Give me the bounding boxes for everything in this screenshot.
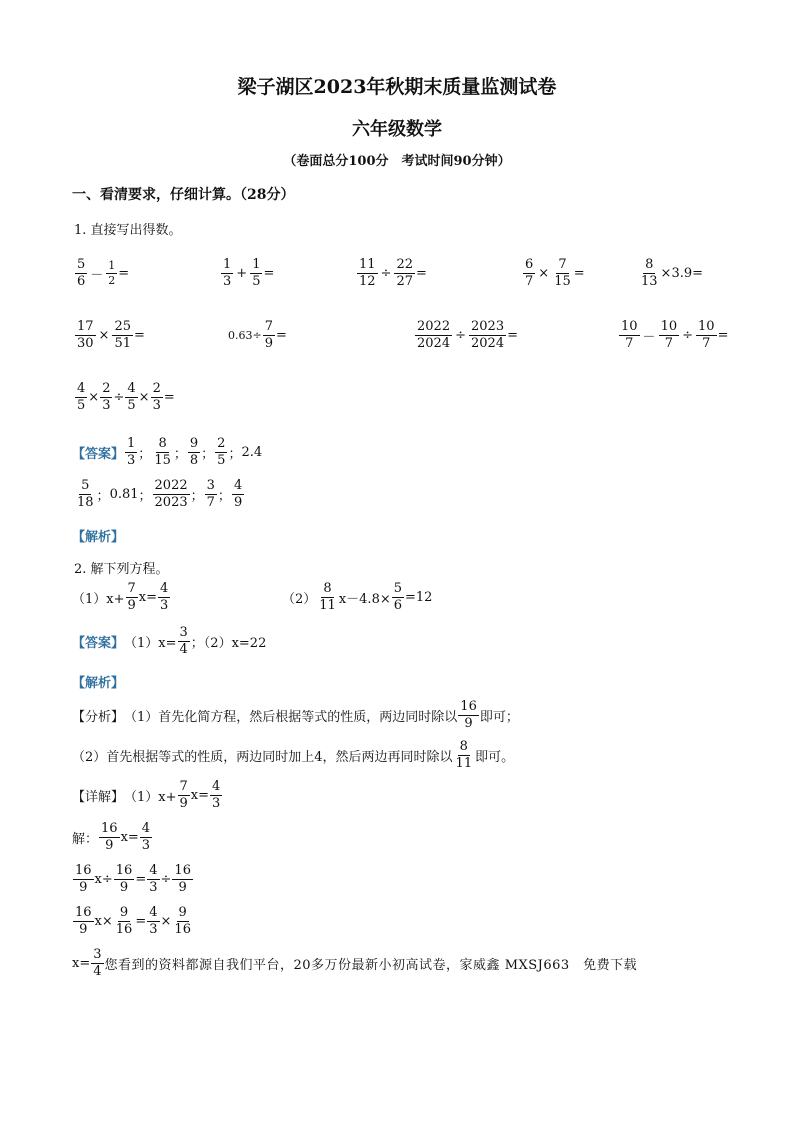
answer-row: $\frac{5}{18}$ ； 0.81 ； $\frac{2022}{2023}$ ； $\frac{3}{7}$ ； $\frac{4}{9}$ — [77, 478, 243, 510]
section-heading: 一、看清要求，仔细计算。（28分） — [72, 187, 295, 203]
calc-item: 0.63÷ $\frac{7}{9}$ = — [228, 319, 287, 351]
exam-meta: （卷面总分100分 考试时间90分钟） — [283, 154, 511, 169]
calc-item: $\frac{2022}{2024}$ ÷ $\frac{2023}{2024}$ = — [417, 319, 518, 351]
fenxi-line-2: （2）首先根据等式的性质，两边同时加上4，然后两边再同时除以 $\frac{8}{11}$ 即可。 — [72, 739, 515, 771]
question-1-title: 1. 直接写出得数。 — [74, 223, 182, 238]
equation-1: （1）x+ $\frac{7}{9}$ x= $\frac{4}{3}$ — [72, 581, 169, 613]
calc-item: $\frac{4}{5}$ × $\frac{2}{3}$ ÷ $\frac{4}{5}$ × $\frac{2}{3}$ = — [77, 381, 175, 413]
footer-notice: 您看到的资料都源自我们平台，20多万份最新小初高试卷，家威鑫 MXSJ663 免费下载 — [104, 957, 638, 973]
calc-item: $\frac{8}{13}$ ×3.9= — [641, 257, 704, 289]
solve-result: x= $\frac{3}{4}$ 您看到的资料都源自我们平台，20多万份最新小初高试卷，家威鑫 MXSJ663 免费下载 — [72, 947, 638, 979]
answer-row: 【答案】 $\frac{1}{3}$ ； $\frac{8}{15}$ ； $\frac{9}{8}$ ； $\frac{2}{5}$ ； 2.4 — [72, 436, 263, 468]
page-subtitle: 六年级数学 — [352, 119, 442, 140]
page-title: 梁子湖区2023年秋期末质量监测试卷 — [237, 76, 557, 98]
q2-answer: 【答案】 （1）x= $\frac{3}{4}$ ；（2）x=22 — [72, 625, 267, 657]
equation-2: （2） $\frac{8}{11}$ x－4.8× $\frac{5}{6}$ =12 — [282, 581, 433, 613]
calc-item: $\frac{1}{3}$ + $\frac{1}{5}$ = — [223, 257, 275, 289]
solve-step-1: 解： $\frac{16}{9}$ x= $\frac{4}{3}$ — [72, 821, 151, 853]
calc-item: $\frac{17}{30}$ × $\frac{25}{51}$ = — [77, 319, 145, 351]
calc-item: $\frac{11}{12}$ ÷ $\frac{22}{27}$ = — [359, 257, 427, 289]
question-2-title: 2. 解下列方程。 — [74, 562, 169, 577]
fenxi-line-1: 【分析】 （1）首先化简方程，然后根据等式的性质，两边同时除以 $\frac{16}{9}$ 即可； — [72, 699, 519, 731]
q2-analysis-label: 【解析】 — [72, 676, 125, 691]
calc-item: $\frac{10}{7}$ － $\frac{10}{7}$ ÷ $\frac{10}{7}$ = — [621, 319, 729, 351]
calc-item: $\frac{6}{7}$ × $\frac{7}{15}$ = — [525, 257, 585, 289]
calc-item: $\frac{5}{6}$ － $\frac{1}{2}$ = — [77, 257, 130, 289]
xiangjie-line: 【详解】 （1）x+ $\frac{7}{9}$ x= $\frac{4}{3}$ — [72, 779, 221, 811]
analysis-label: 【解析】 — [72, 530, 125, 545]
solve-step-2: $\frac{16}{9}$ x÷ $\frac{16}{9}$ = $\frac{4}{3}$ ÷ $\frac{16}{9}$ — [75, 863, 191, 895]
solve-step-3: $\frac{16}{9}$ x× $\frac{9}{16}$ = $\frac{4}{3}$ × $\frac{9}{16}$ — [75, 905, 191, 937]
